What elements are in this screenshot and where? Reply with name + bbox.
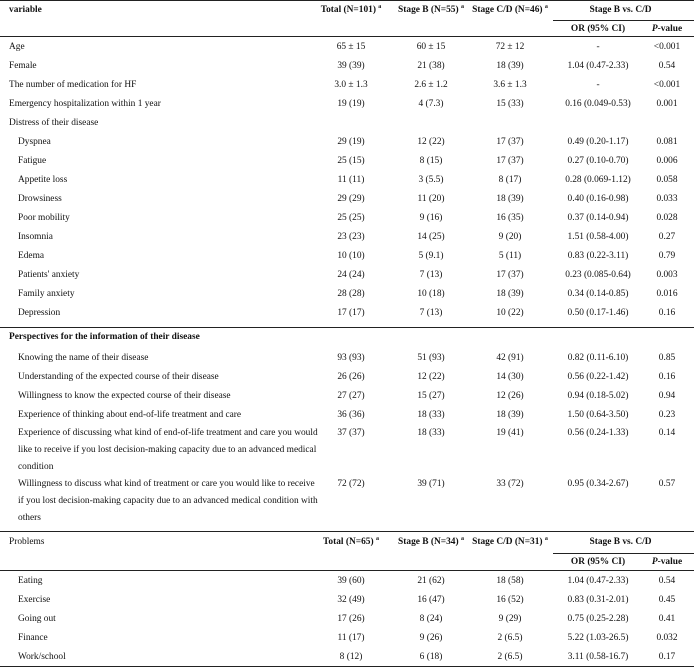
cell-total: 17 (17) [337,308,365,318]
cell-odds-ratio: 0.56 (0.22-1.42) [567,372,629,382]
cell-stage-cd: 42 (91) [496,353,524,363]
row-label: Patients' anxiety [18,270,80,280]
cell-stage-cd: 72 ± 12 [495,42,525,52]
cell-stage-b: 5 (9.1) [418,251,444,261]
cell-stage-cd: 8 (17) [498,175,522,185]
table-row [0,38,694,57]
table-row [0,57,694,76]
row-label: Experience of discussing what kind of end-of-life treatment and care you would like to receive if you lost decision-making capacity due to an advanced medical condition [18,428,318,472]
cell-total: 93 (93) [337,353,365,363]
cell-p-value: 0.14 [658,428,676,438]
cell-odds-ratio: 0.23 (0.085-0.64) [565,270,631,280]
cell-total: 72 (72) [337,479,365,489]
cell-stage-cd: 17 (37) [496,270,524,280]
cell-stage-cd: 18 (39) [496,289,524,299]
table-row [0,387,694,406]
footnote-mark: a [375,535,379,542]
header-stage-cd-label: Stage C/D (N=46) [472,5,543,15]
cell-p-value: <0.001 [653,42,681,52]
cell-odds-ratio: 0.28 (0.069-1.12) [565,175,631,185]
header-total [318,1,384,20]
cell-odds-ratio: 3.11 (0.58-16.7) [567,652,629,662]
table-row [0,133,694,152]
header2-total [318,533,384,552]
table-row [0,152,694,171]
cell-total: 19 (19) [337,99,365,109]
header-stage-b-label: Stage B (N=55) [398,5,459,15]
cell-total: 26 (26) [337,372,365,382]
table-row [0,629,694,648]
row-label: Age [9,42,25,52]
cell-p-value: 0.41 [658,614,676,624]
cell-stage-cd: 9 (20) [498,232,522,242]
cell-stage-b: 6 (18) [419,652,443,662]
cell-stage-b: 4 (7.3) [418,99,444,109]
cell-stage-b: 21 (38) [417,61,445,71]
header2-stage-cd [472,533,548,552]
cell-odds-ratio: - [596,42,600,52]
cell-odds-ratio: 0.95 (0.34-2.67) [567,479,629,489]
cell-total: 65 ± 15 [336,42,366,52]
cell-odds-ratio: 0.37 (0.14-0.94) [567,213,629,223]
header2-stage-b-label: Stage B (N=34) [398,537,459,547]
row-label: Understanding of the expected course of their disease [18,372,219,382]
cell-total: 39 (60) [337,576,365,586]
row-label: Willingness to know the expected course of their disease [18,391,231,401]
table-row [0,95,694,114]
footnote-mark: a [544,3,548,10]
cell-total: 28 (28) [337,289,365,299]
cell-total: 27 (27) [337,391,365,401]
table-row [0,266,694,285]
cell-stage-cd: 17 (37) [496,156,524,166]
cell-total: 25 (15) [337,156,365,166]
table-row [0,209,694,228]
cell-stage-b: 8 (15) [419,156,443,166]
cell-odds-ratio: 0.16 (0.049-0.53) [565,99,631,109]
cell-stage-b: 8 (24) [419,614,443,624]
cell-stage-b: 18 (33) [417,428,445,438]
header-comparison: Stage B vs. C/D [589,5,652,15]
row-label: Female [9,61,37,71]
cell-stage-cd: 9 (29) [498,614,522,624]
cell-odds-ratio: 5.22 (1.03-26.5) [567,633,629,643]
cell-stage-cd: 33 (72) [496,479,524,489]
row-label: Finance [18,633,48,643]
cell-p-value: 0.032 [656,633,678,643]
cell-stage-cd: 18 (39) [496,61,524,71]
cell-p-value: 0.16 [658,308,676,318]
cell-total: 10 (10) [337,251,365,261]
row-label: Appetite loss [18,175,68,185]
row-label: Going out [18,614,56,624]
cell-odds-ratio: 1.51 (0.58-4.00) [567,232,629,242]
cell-odds-ratio: 1.04 (0.47-2.33) [567,576,629,586]
cell-odds-ratio: 0.40 (0.16-0.98) [567,194,629,204]
table-row [0,368,694,387]
table-row [0,425,694,476]
table-header-2 [0,533,694,552]
header2-comparison: Stage B vs. C/D [589,537,652,547]
cell-stage-cd: 14 (30) [496,372,524,382]
cell-p-value: 0.16 [658,372,676,382]
cell-total: 3.0 ± 1.3 [334,80,368,90]
cell-stage-cd: 19 (41) [496,428,524,438]
cell-total: 23 (23) [337,232,365,242]
cell-p-value: 0.081 [656,137,678,147]
cell-total: 8 (12) [339,652,363,662]
cell-stage-cd: 16 (35) [496,213,524,223]
footnote-mark: a [460,535,464,542]
cell-stage-b: 60 ± 15 [416,42,446,52]
cell-total: 39 (39) [337,61,365,71]
section-title: Perspectives for the information of their disease [9,332,200,342]
header-total-label: Total (N=101) [320,5,376,15]
cell-total: 36 (36) [337,410,365,420]
row-label: Exercise [18,595,51,605]
cell-stage-cd: 18 (58) [496,576,524,586]
cell-total: 32 (49) [337,595,365,605]
table-row [0,285,694,304]
cell-p-value: 0.006 [656,156,678,166]
cell-p-value: 0.028 [656,213,678,223]
table-row [0,76,694,95]
header-stage-cd [472,1,548,20]
cell-total: 11 (11) [337,175,365,185]
cell-p-value: 0.57 [658,479,676,489]
cell-stage-b: 14 (25) [417,232,445,242]
cell-stage-b: 15 (27) [417,391,445,401]
cell-odds-ratio: 0.83 (0.22-3.11) [567,251,629,261]
row-label: Drowsiness [18,194,62,204]
cell-odds-ratio: 0.49 (0.20-1.17) [567,137,629,147]
cell-stage-b: 39 (71) [417,479,445,489]
cell-stage-cd: 18 (39) [496,194,524,204]
table-row [0,349,694,368]
row-label: Family anxiety [18,289,75,299]
cell-stage-b: 18 (33) [417,410,445,420]
cell-stage-cd: 12 (26) [496,391,524,401]
header2-stage-b [396,533,466,552]
cell-p-value: <0.001 [653,80,681,90]
row-label: Experience of thinking about end-of-life treatment and care [18,410,242,420]
table-row [0,648,694,667]
header-rule-2 [0,570,694,571]
table-row [0,304,694,323]
cell-total: 24 (24) [337,270,365,280]
cell-stage-cd: 17 (37) [496,137,524,147]
cell-total: 29 (19) [337,137,365,147]
table-row [0,406,694,425]
cell-stage-cd: 16 (52) [496,595,524,605]
row-label: Willingness to discuss what kind of treatment or care you would like to receive if you lost decision-making capacity due to an advanced medical condition with others [18,479,318,523]
table-row [0,247,694,266]
cell-p-value: 0.23 [658,410,676,420]
header2-or: OR (95% CI) [570,557,626,567]
cell-stage-cd: 5 (11) [498,251,522,261]
row-label: Knowing the name of their disease [18,353,149,363]
header-rule-1 [0,36,694,37]
cell-odds-ratio: 0.75 (0.25-2.28) [567,614,629,624]
cell-p-value: 0.001 [656,99,678,109]
row-label: Work/school [18,652,66,662]
cell-p-value: 0.27 [658,232,676,242]
table-row [0,190,694,209]
table-header-1 [0,1,694,20]
divider-rule [0,531,694,532]
cell-stage-cd: 10 (22) [496,308,524,318]
header-or: OR (95% CI) [570,24,626,34]
row-label: Poor mobility [18,213,70,223]
cell-odds-ratio: - [596,80,600,90]
cell-stage-b: 2.6 ± 1.2 [414,80,448,90]
row-label: Fatigue [18,156,47,166]
cell-odds-ratio: 0.34 (0.14-0.85) [567,289,629,299]
cell-odds-ratio: 0.27 (0.10-0.70) [567,156,629,166]
cell-stage-b: 16 (47) [417,595,445,605]
cell-stage-cd: 2 (6.5) [497,633,523,643]
cell-p-value: 0.54 [658,576,676,586]
header2-p-suffix: -value [657,557,683,567]
cell-stage-b: 12 (22) [417,137,445,147]
cell-p-value: 0.94 [658,391,676,401]
cell-stage-b: 3 (5.5) [418,175,444,185]
cell-p-value: 0.79 [658,251,676,261]
cell-stage-b: 51 (93) [417,353,445,363]
cell-stage-cd: 3.6 ± 1.3 [493,80,527,90]
footnote-mark: a [378,3,382,10]
cell-stage-b: 7 (13) [419,308,443,318]
cell-odds-ratio: 0.94 (0.18-5.02) [567,391,629,401]
row-label: Insomnia [18,232,53,242]
header-p-italic: P [651,24,658,34]
cell-odds-ratio: 0.83 (0.31-2.01) [567,595,629,605]
cell-total: 25 (25) [337,213,365,223]
cell-stage-cd: 2 (6.5) [497,652,523,662]
header-problems: Problems [9,537,45,547]
row-label: Emergency hospitalization within 1 year [9,99,161,109]
cell-stage-cd: 15 (33) [496,99,524,109]
header2-stage-cd-label: Stage C/D (N=31) [472,537,543,547]
cell-total: 17 (26) [337,614,365,624]
table-row [0,228,694,247]
footnote-mark: a [460,3,464,10]
header-stage-b [396,1,466,20]
cell-p-value: 0.016 [656,289,678,299]
perspectives-section-header [0,328,694,347]
cell-p-value: 0.033 [656,194,678,204]
cell-stage-b: 9 (16) [419,213,443,223]
cell-stage-b: 12 (22) [417,372,445,382]
cell-p-value: 0.058 [656,175,678,185]
table-row [0,572,694,591]
footnote-mark: a [544,535,548,542]
cell-odds-ratio: 0.82 (0.11-6.10) [567,353,629,363]
cell-p-value: 0.45 [658,595,676,605]
row-label: The number of medication for HF [9,80,137,90]
header-variable: variable [9,5,42,15]
cell-total: 37 (37) [337,428,365,438]
section-title: Distress of their disease [9,118,99,128]
cell-stage-b: 9 (26) [419,633,443,643]
cell-stage-b: 21 (62) [417,576,445,586]
row-label: Dyspnea [18,137,51,147]
header2-p-italic: P [651,557,658,567]
cell-stage-cd: 18 (39) [496,410,524,420]
row-label: Depression [18,308,61,318]
cell-odds-ratio: 1.04 (0.47-2.33) [567,61,629,71]
cell-odds-ratio: 0.56 (0.24-1.33) [567,428,629,438]
cell-odds-ratio: 0.50 (0.17-1.46) [567,308,629,318]
cell-p-value: 0.17 [658,652,676,662]
cell-total: 11 (17) [337,633,365,643]
cell-stage-b: 10 (18) [417,289,445,299]
header-p-suffix: -value [657,24,683,34]
row-label: Eating [18,576,43,586]
table-row [0,591,694,610]
cell-stage-b: 7 (13) [419,270,443,280]
table-row [0,476,694,527]
row-label: Edema [18,251,45,261]
cell-p-value: 0.54 [658,61,676,71]
cell-p-value: 0.003 [656,270,678,280]
cell-stage-b: 11 (20) [417,194,445,204]
distress-section-header [0,114,694,133]
table-row [0,171,694,190]
cell-p-value: 0.85 [658,353,676,363]
cell-odds-ratio: 1.50 (0.64-3.50) [567,410,629,420]
header2-total-label: Total (N=65) [323,537,374,547]
table-row [0,610,694,629]
cell-total: 29 (29) [337,194,365,204]
